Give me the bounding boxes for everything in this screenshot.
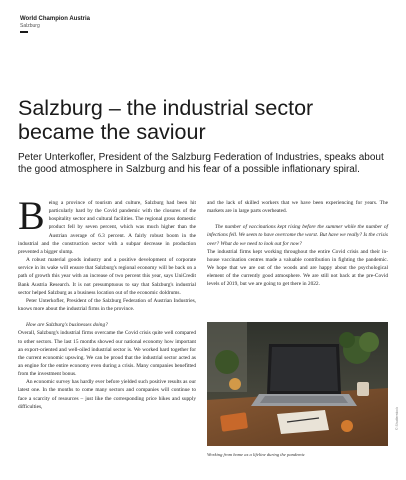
paragraph	[18, 193, 196, 256]
publication-name: World Champion Austria	[20, 16, 91, 22]
article-column-left	[18, 193, 196, 411]
running-header	[20, 16, 90, 33]
paragraph: Peter Unterkofler, President of the Salzburg Federation of Austrian Industries, knows more about the industrial firms in the province.	[18, 297, 196, 313]
paragraph: A robust material goods industry and a positive development of corporate service in its wake will ensure that Salzburg's regional economy will be back on a path of growth this year with an increase of two percent this year, says UniCredit Bank Austria Research. It is not presumptuous to say that Salzburg's industrial sector helped Salzburg as a business location out of the economic doldrums.	[18, 257, 196, 296]
paragraph: An economic survey has hardly ever before yielded such positive results as our latest one. In the months to come many sectors and companies will continue to face a scarcity of resources – just like the corresponding price hikes and supply difficulties,	[18, 379, 196, 410]
interview-question: The number of vaccinations kept rising before the summer while the number of infections fell. We seem to have overcome the worst. But have we really? Is the crisis over? What do we need to look out for now?	[207, 224, 388, 247]
header-rule	[20, 31, 28, 33]
section-name: Salzburg	[20, 23, 40, 29]
drop-cap: B	[18, 193, 45, 238]
article-standfirst: Peter Unterkofler, President of the Salzburg Federation of Industries, speaks about the good atmosphere in Salzburg and his fear of a possible inflationary spiral.	[18, 152, 384, 175]
paragraph: and the lack of skilled workers that we have been experiencing for years. The markets are in large parts overheated.	[207, 200, 388, 215]
paragraph: The industrial firms kept working throughout the entire Covid crisis and their in-house vaccination centres made a valuable contribution in fighting the pandemic. We hope that we are out of the woods and are happy about the psychological element of the currently good atmosphere. We are still not back at the pre-Covid levels of 2019, but we are going to get there in 2022.	[207, 248, 388, 288]
article-column-right	[207, 199, 388, 289]
paragraph: Overall, Salzburg's industrial firms overcame the Covid crisis quite well compared to other sectors. The last 15 months showed our national economy how important an export-oriented and well-oiled industrial sector is. We worked hard together for the current economic upswing. We can be proud that the industrial sector acted as an engine for the entire economy even during a crisis. Many companies benefitted from the investment bonus.	[18, 330, 196, 378]
photo-illustration	[207, 322, 388, 446]
article-title: Salzburg – the industrial sector became the saviour	[18, 96, 314, 144]
photo-caption: Working from home as a lifeline during the pandemic	[207, 452, 305, 457]
interview-question: How are Salzburg's businesses doing?	[26, 322, 108, 329]
laptop-desk-photo	[207, 322, 388, 446]
photo-credit: © Shutterstock	[395, 406, 399, 430]
paragraph-text: eing a province of tourism and culture, Salzburg had been hit particularly hard by the Covid pandemic with the closures of the hospitality sector and cultural facilities. The regional gross domestic product fell by seven percent, which was much higher than the Austrian average of 6.3 percent. A fairly robust boom in the industrial and the construction sector with a subpar decrease in production prevented a bigger slump.	[18, 200, 196, 255]
